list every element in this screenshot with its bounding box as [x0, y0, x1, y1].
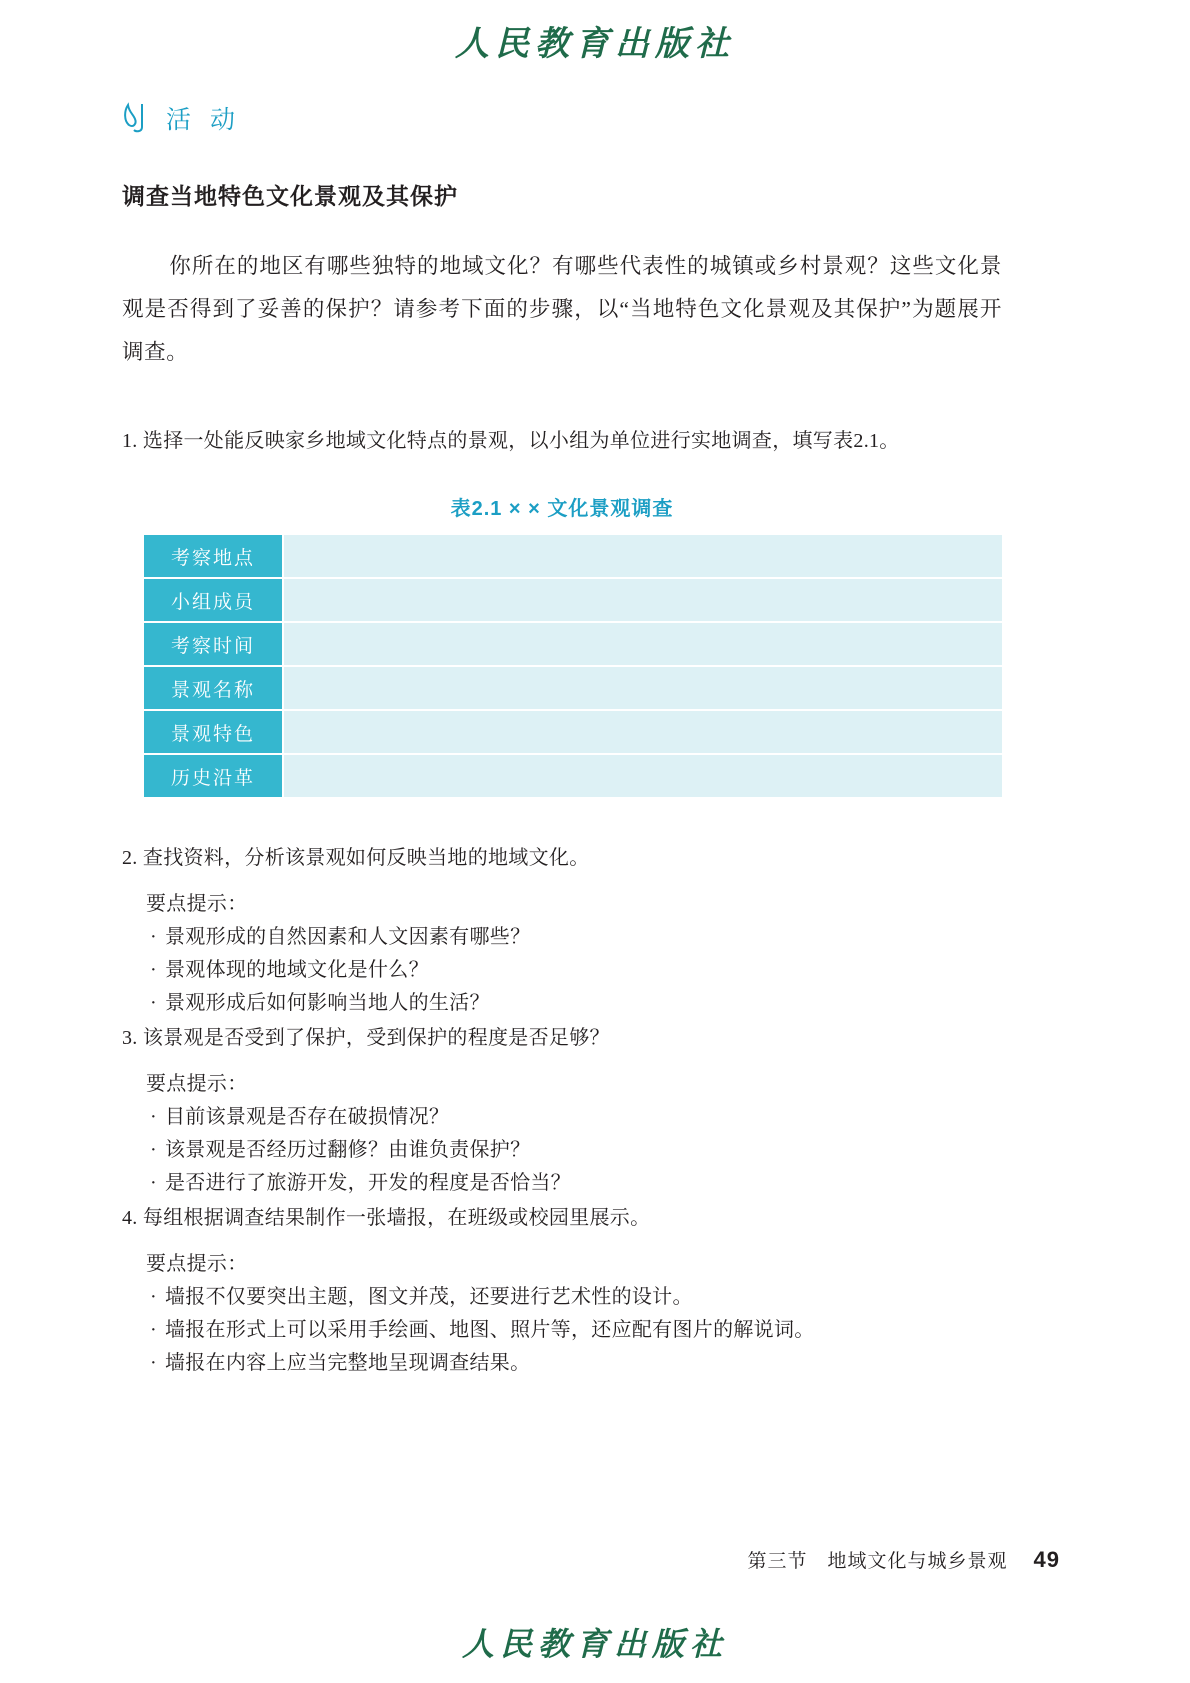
step-2-bullet: · 景观体现的地域文化是什么？: [150, 953, 1002, 982]
activity-label: 活 动: [166, 106, 241, 134]
step-3-bullet: · 目前该景观是否存在破损情况？: [150, 1100, 1002, 1129]
step-2-hint-label: 要点提示：: [146, 893, 248, 915]
step-4-bullet: · 墙报在形式上可以采用手绘画、地图、照片等，还应配有图片的解说词。: [150, 1313, 1002, 1342]
footer-section: 第三节 地域文化与城乡景观: [747, 1551, 1008, 1572]
step-2-bullet: · 景观形成的自然因素和人文因素有哪些？: [150, 920, 1002, 949]
publisher-logo-top: 人民教育出版社: [455, 26, 735, 63]
step-3-bullet: · 是否进行了旅游开发，开发的程度是否恰当？: [150, 1166, 1002, 1195]
table-row-label: 景观名称: [143, 666, 283, 710]
survey-table: [142, 533, 1004, 799]
step-4-bullet: · 墙报不仅要突出主题，图文并茂，还要进行艺术性的设计。: [150, 1280, 1002, 1309]
activity-header: [122, 100, 1002, 136]
table-caption: 表2.1 × × 文化景观调查: [450, 498, 674, 520]
page-content: [122, 100, 1002, 1379]
table-row: [143, 666, 1003, 710]
page-title: 调查当地特色文化景观及其保护: [122, 183, 458, 209]
table-row-field[interactable]: [283, 754, 1003, 798]
table-row: [143, 754, 1003, 798]
publisher-logo-bottom: 人民教育出版社: [461, 1626, 728, 1662]
step-4-hint-label: 要点提示：: [146, 1253, 248, 1275]
table-row-field[interactable]: [283, 578, 1003, 622]
table-row-field[interactable]: [283, 534, 1003, 578]
table-row-field[interactable]: [283, 622, 1003, 666]
table-row-label: 小组成员: [143, 578, 283, 622]
step-3: 3. 该景观是否受到了保护，受到保护的程度是否足够？: [122, 1027, 610, 1049]
table-row-field[interactable]: [283, 666, 1003, 710]
step-2: 2. 查找资料，分析该景观如何反映当地的地域文化。: [122, 847, 590, 869]
quill-pen-icon: [122, 101, 152, 135]
page-footer: [748, 1546, 1061, 1573]
step-4: 4. 每组根据调查结果制作一张墙报，在班级或校园里展示。: [122, 1207, 651, 1229]
table-row-field[interactable]: [283, 710, 1003, 754]
table-row: [143, 578, 1003, 622]
step-3-hint-label: 要点提示：: [146, 1073, 248, 1095]
table-row-label: 考察地点: [143, 534, 283, 578]
table-row-label: 景观特色: [143, 710, 283, 754]
step-4-bullet: · 墙报在内容上应当完整地呈现调查结果。: [150, 1346, 1002, 1375]
page-number: 49: [1033, 1547, 1060, 1572]
activity-intro: 你所在的地区有哪些独特的地域文化？有哪些代表性的城镇或乡村景观？这些文化景观是否得到了妥善的保护？请参考下面的步骤，以“当地特色文化景观及其保护”为题展开调查。: [122, 254, 1002, 364]
table-row-label: 历史沿革: [143, 754, 283, 798]
table-row: [143, 710, 1003, 754]
step-3-bullet: · 该景观是否经历过翻修？由谁负责保护？: [150, 1133, 1002, 1162]
step-1: 1. 选择一处能反映家乡地域文化特点的景观，以小组为单位进行实地调查，填写表2.1。: [122, 430, 900, 452]
table-row-label: 考察时间: [143, 622, 283, 666]
step-2-bullet: · 景观形成后如何影响当地人的生活？: [150, 986, 1002, 1015]
table-row: [143, 622, 1003, 666]
table-row: [143, 534, 1003, 578]
